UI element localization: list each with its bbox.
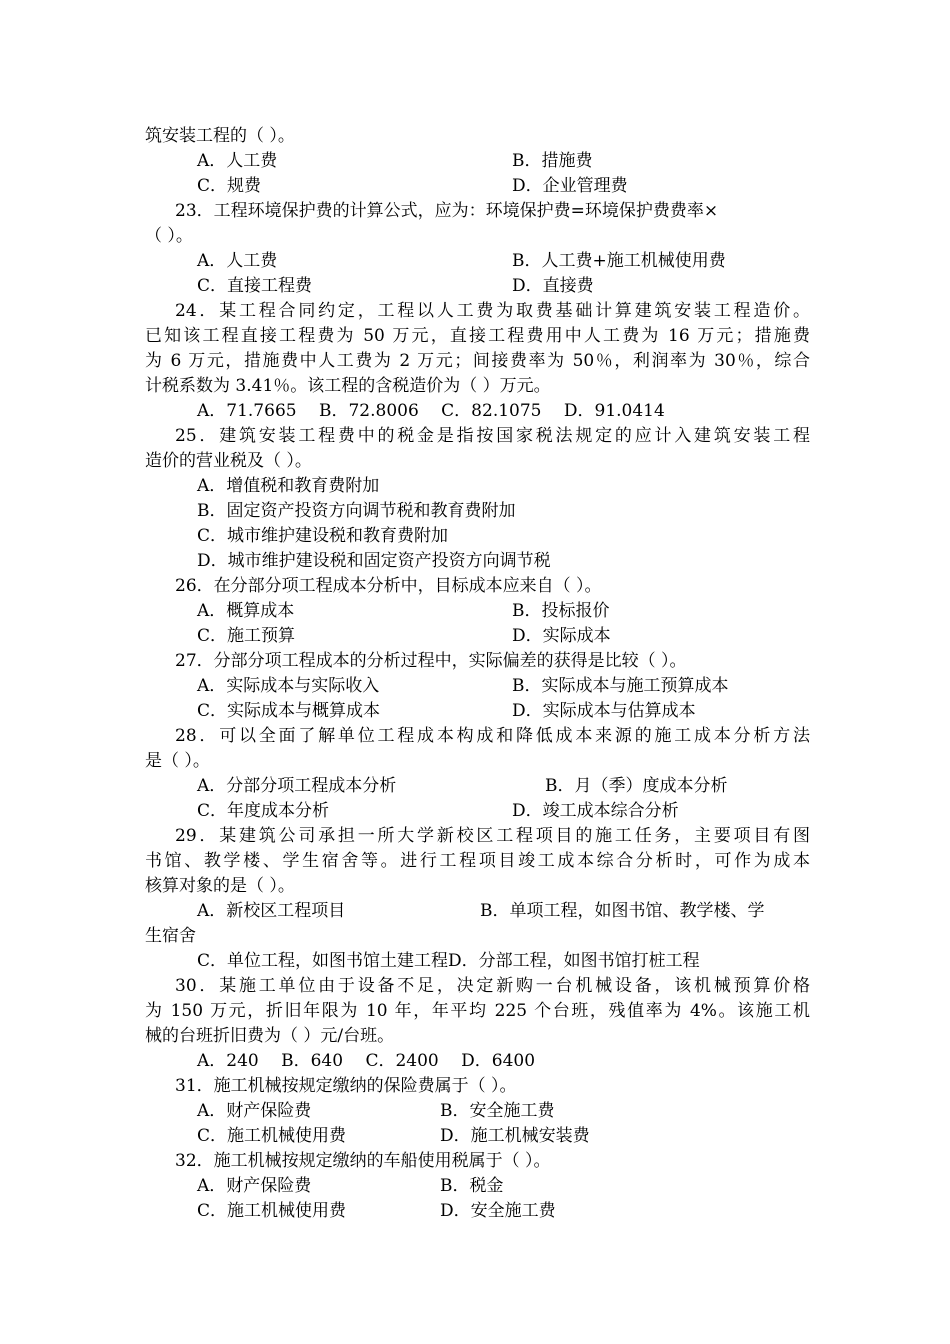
question-25: 25．建筑安装工程费中的税金是指按国家税法规定的应计入建筑安装工程 [175,426,810,446]
text-line: 造价的营业税及（ ）。 [145,451,312,471]
options-row: C．单位工程，如图书馆土建工程D．分部工程，如图书馆打桩工程 [197,951,700,971]
text-line: （ ）。 [145,226,193,246]
option-a: A．财产保险费 [197,1101,312,1121]
option-d: D．直接费 [512,276,594,296]
option-d: D．城市维护建设税和固定资产投资方向调节税 [197,551,551,571]
question-29: 29．某建筑公司承担一所大学新校区工程项目的施工任务，主要项目有图 [175,826,810,846]
options-row: A．71.7665 B．72.8006 C．82.1075 D．91.0414 [197,401,665,421]
text-line: 为 150 万元，折旧年限为 10 年，年平均 225 个台班，残值率为 4%。该施工机 [145,1001,810,1021]
question-23: 23．工程环境保护费的计算公式，应为：环境保护费=环境保护费费率× [175,201,719,221]
option-b: B．单项工程，如图书馆、教学楼、学 [480,901,765,921]
option-a: A．增值税和教育费附加 [197,476,380,496]
option-b: B．措施费 [512,151,593,171]
option-c: C．城市维护建设税和教育费附加 [197,526,449,546]
text-line: 是（ ）。 [145,751,210,771]
option-b: B．人工费+施工机械使用费 [512,251,726,271]
question-26: 26．在分部分项工程成本分析中，目标成本应来自（ ）。 [175,576,602,596]
option-d: D．企业管理费 [512,176,628,196]
question-31: 31．施工机械按规定缴纳的保险费属于（ ）。 [175,1076,517,1096]
option-d: D．施工机械安装费 [440,1126,590,1146]
option-a: A．概算成本 [197,601,295,621]
text-line: 为 6 万元，措施费中人工费为 2 万元；间接费率为 50％，利润率为 30％，综合 [145,351,810,371]
option-d: D．竣工成本综合分析 [512,801,679,821]
option-a: A．新校区工程项目 [197,901,346,921]
option-d: D．实际成本 [512,626,611,646]
option-c: C．直接工程费 [197,276,313,296]
text-line: 筑安装工程的（ ）。 [145,126,295,146]
question-30: 30．某施工单位由于设备不足，决定新购一台机械设备，该机械预算价格 [175,976,810,996]
option-b: B．安全施工费 [440,1101,555,1121]
question-27: 27．分部分项工程成本的分析过程中，实际偏差的获得是比较（ ）。 [175,651,687,671]
option-c: C．实际成本与概算成本 [197,701,381,721]
option-b: B．投标报价 [512,601,610,621]
option-c: C．施工预算 [197,626,296,646]
option-a: A．人工费 [197,151,278,171]
option-a: A．财产保险费 [197,1176,312,1196]
text-line: 核算对象的是（ ）。 [145,876,295,896]
option-d: D．实际成本与估算成本 [512,701,696,721]
question-24: 24．某工程合同约定，工程以人工费为取费基础计算建筑安装工程造价。 [175,301,810,321]
text-line: 书馆、教学楼、学生宿舍等。进行工程项目竣工成本综合分析时，可作为成本 [145,851,810,871]
option-c: C．规费 [197,176,262,196]
option-c: C．施工机械使用费 [197,1201,347,1221]
text-line: 已知该工程直接工程费为 50 万元，直接工程费用中人工费为 16 万元；措施费 [145,326,810,346]
text-line: 计税系数为 3.41％。该工程的含税造价为（ ）万元。 [145,376,551,396]
option-d: D．安全施工费 [440,1201,556,1221]
options-row: A．240 B．640 C．2400 D．6400 [197,1051,536,1071]
option-c: C．年度成本分析 [197,801,330,821]
option-b: B．税金 [440,1176,504,1196]
option-a: A．分部分项工程成本分析 [197,776,397,796]
text-line: 械的台班折旧费为（ ）元/台班。 [145,1026,395,1046]
question-32: 32．施工机械按规定缴纳的车船使用税属于（ ）。 [175,1151,551,1171]
option-b: B．固定资产投资方向调节税和教育费附加 [197,501,516,521]
option-a: A．人工费 [197,251,278,271]
question-28: 28．可以全面了解单位工程成本构成和降低成本来源的施工成本分析方法 [175,726,810,746]
text-line: 生宿舍 [145,926,196,946]
option-b: B．实际成本与施工预算成本 [512,676,729,696]
option-c: C．施工机械使用费 [197,1126,347,1146]
option-a: A．实际成本与实际收入 [197,676,380,696]
option-b: B．月（季）度成本分析 [545,776,728,796]
